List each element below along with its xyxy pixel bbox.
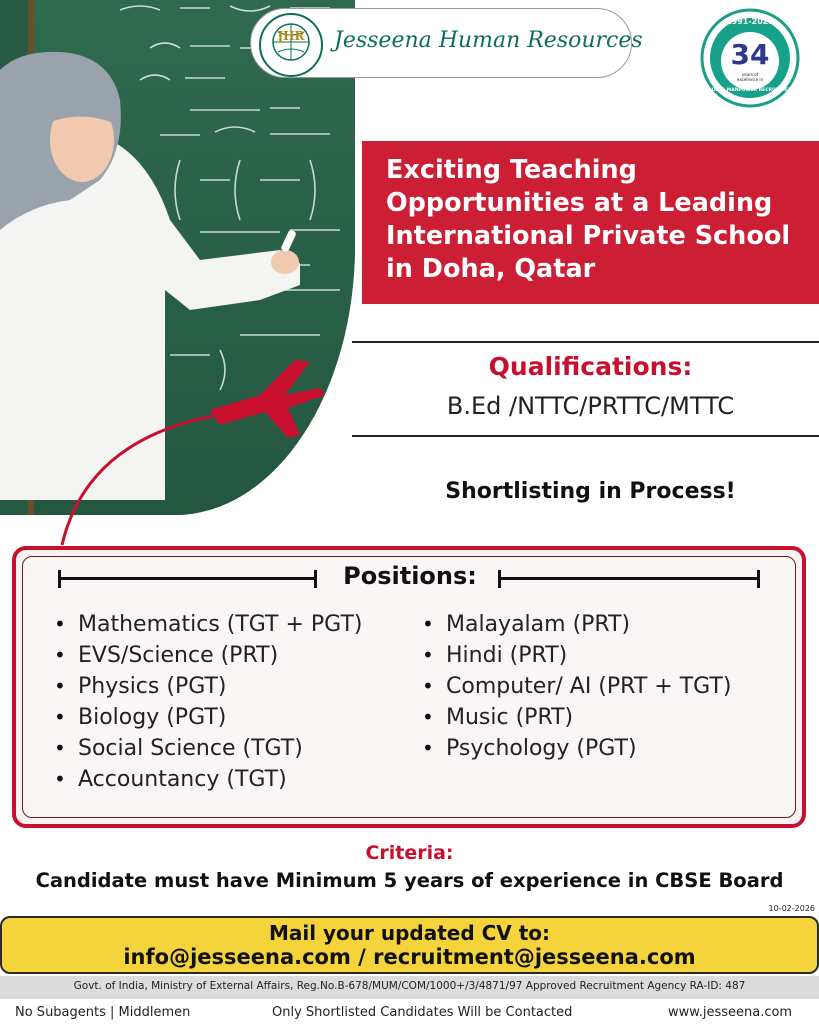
positions-title: Positions: xyxy=(343,562,477,590)
footer-no-subagents: No Subagents | Middlemen xyxy=(15,1005,191,1020)
headline-line-3: International Private School xyxy=(386,221,791,251)
criteria-text: Candidate must have Minimum 5 years of experience in CBSE Board xyxy=(35,869,784,892)
mail-cv-title: Mail your updated CV to: xyxy=(268,921,551,945)
list-item: • Accountancy (TGT) xyxy=(48,764,362,795)
headline-line-1: Exciting Teaching xyxy=(386,155,637,185)
govt-registration: Govt. of India, Ministry of External Affairs, Reg.No.B-678/MUM/COM/1000+/3/4871/97 Approved Recruitment Agency RA-ID: 487 xyxy=(73,980,746,992)
headline-line-2: Opportunities at a Leading xyxy=(386,188,773,218)
list-item: • Malayalam (PRT) xyxy=(416,609,731,640)
footer-website-link[interactable]: www.jesseena.com xyxy=(668,1005,793,1020)
date-stamp-bottom: 10-02-2026 xyxy=(768,904,815,913)
badge-sub-1: years of xyxy=(741,72,759,77)
brand-name: Jesseena Human Resources xyxy=(334,28,643,53)
list-item: • Physics (PGT) xyxy=(48,671,362,702)
list-item: • Biology (PGT) xyxy=(48,702,362,733)
list-item: • EVS/Science (PRT) xyxy=(48,640,362,671)
list-item: • Social Science (TGT) xyxy=(48,733,362,764)
headline xyxy=(386,154,806,286)
divider-top xyxy=(352,341,819,343)
badge-years-range: 1991-2025 xyxy=(726,17,774,26)
list-item: • Hindi (PRT) xyxy=(416,640,731,671)
company-seal-icon xyxy=(258,12,324,78)
positions-list-left xyxy=(48,609,362,795)
positions-list-right xyxy=(416,609,731,764)
flight-path xyxy=(50,405,270,555)
criteria-title: Criteria: xyxy=(365,842,454,864)
list-item: • Computer/ AI (PRT + TGT) xyxy=(416,671,731,702)
footer-shortlisted-note: Only Shortlisted Candidates Will be Contacted xyxy=(272,1005,573,1020)
qualifications-title: Qualifications: xyxy=(488,352,693,381)
list-item: • Mathematics (TGT + PGT) xyxy=(48,609,362,640)
badge-ring-text: GLOBAL MANPOWER RECRUITMENT xyxy=(705,88,795,93)
shortlisting-status: Shortlisting in Process! xyxy=(445,479,736,504)
badge-sub-2: excellence in xyxy=(736,77,764,82)
divider-bottom xyxy=(352,435,819,437)
mail-emails[interactable]: info@jesseena.com / recruitment@jesseena.com xyxy=(123,945,696,969)
list-item: • Psychology (PGT) xyxy=(416,733,731,764)
badge-number: 34 xyxy=(730,38,770,71)
qualifications-value: B.Ed /NTTC/PRTTC/MTTC xyxy=(446,392,735,420)
headline-line-4: in Doha, Qatar xyxy=(386,254,596,284)
title-bar-right xyxy=(498,577,760,580)
title-bar-cap-right xyxy=(757,570,760,588)
list-item: • Music (PRT) xyxy=(416,702,731,733)
logo-initials: JHR xyxy=(277,29,305,43)
title-bar-left xyxy=(58,577,316,580)
